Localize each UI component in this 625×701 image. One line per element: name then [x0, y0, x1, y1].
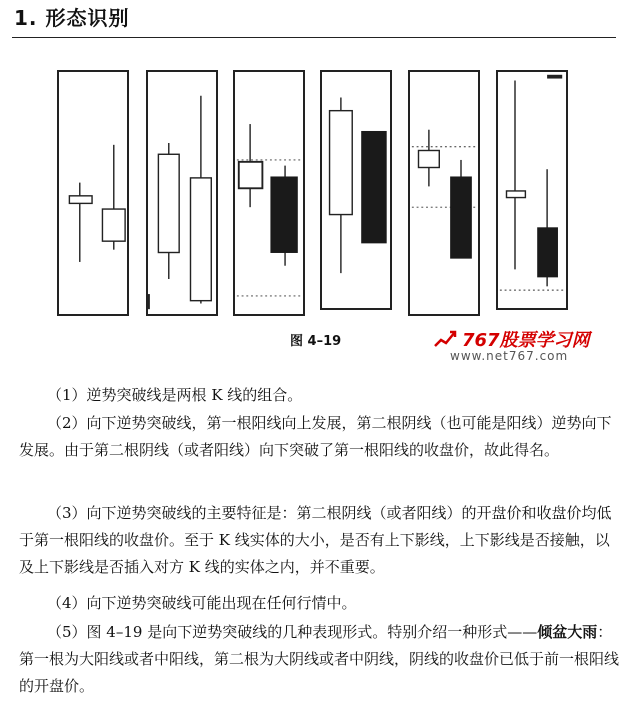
- paragraph-1-text: （1）逆势突破线是两根 K 线的组合。: [47, 386, 303, 404]
- candle-panel-5: [408, 70, 480, 316]
- figure-caption: 图 4–19: [290, 334, 342, 349]
- paragraph-1: [19, 382, 619, 409]
- candle-panel-6: [496, 70, 568, 310]
- paragraph-4-text: （4）向下逆势突破线可能出现在任何行情中。: [47, 594, 357, 612]
- paragraph-4: [19, 590, 619, 617]
- candle-panel-4: [320, 70, 392, 310]
- candle-panel-3: [233, 70, 305, 316]
- candle-panel-2: [146, 70, 218, 316]
- paragraph-2: [19, 410, 619, 464]
- candle-pattern-3: [235, 72, 303, 314]
- candle-pattern-1: [59, 72, 127, 314]
- paragraph-5-text-a: （5）图 4–19 是向下逆势突破线的几种表现形式。特别介绍一种形式——: [47, 623, 538, 641]
- candle-pattern-6: [498, 72, 566, 308]
- candle-panel-1: [57, 70, 129, 316]
- paragraph-5-bold-term: 倾盆大雨: [537, 623, 598, 641]
- paragraph-5-text-b: ：第一根为大阳线或者中阳线，第二根为大阴线或者中阴线，阴线的收盘价已低于前一根阳线的开盘价。: [19, 623, 620, 695]
- heading-rule: [12, 37, 616, 38]
- candle-pattern-5: [410, 72, 478, 314]
- section-heading: 1. 形态识别: [14, 6, 130, 30]
- watermark-brand: 767股票学习网: [462, 330, 590, 351]
- paragraph-3-text: （3）向下逆势突破线的主要特征是：第二根阴线（或者阳线）的开盘价和收盘价均低于第一根阳线的收盘价。至于 K 线实体的大小，是否有上下影线，上下影线是否接触，以及上下影线是否插入对方 K 线的实体之内，并不重要。: [19, 504, 612, 576]
- watermark-url: www.net767.com: [450, 349, 569, 363]
- paragraph-3: [19, 500, 619, 581]
- candle-pattern-4: [322, 72, 390, 308]
- paragraph-5: [19, 619, 619, 700]
- paragraph-2-text: （2）向下逆势突破线，第一根阳线向上发展，第二根阴线（也可能是阳线）逆势向下发展。由于第二根阴线（或者阳线）向下突破了第一根阳线的收盘价，故此得名。: [19, 414, 612, 459]
- candle-pattern-2: [148, 72, 216, 314]
